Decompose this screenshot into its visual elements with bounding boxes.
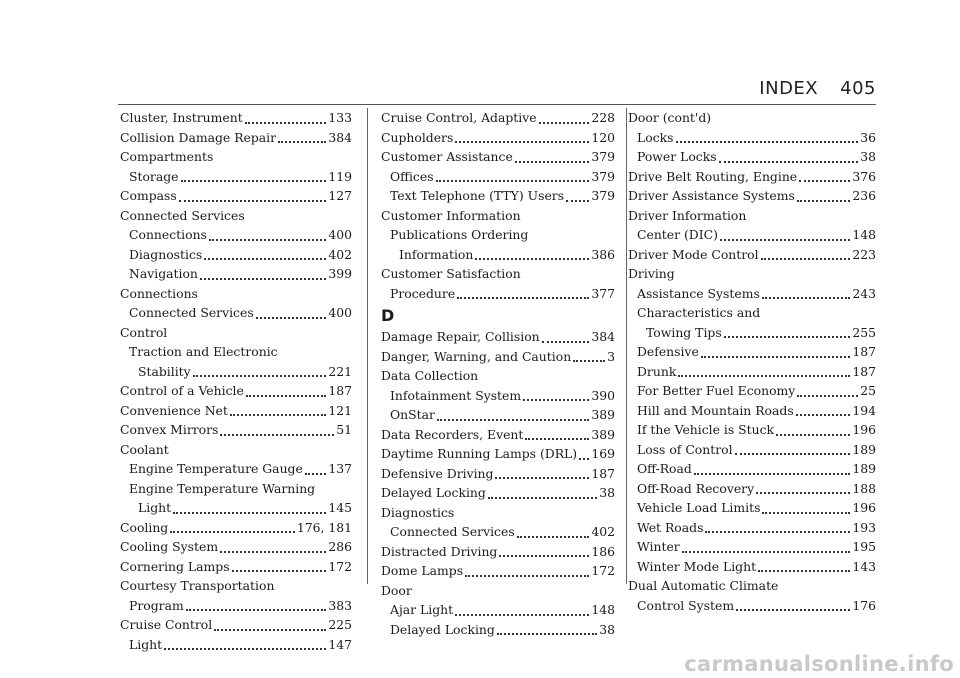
index-entry-term: Wet Roads bbox=[637, 519, 704, 535]
dot-leader bbox=[170, 531, 295, 533]
index-entry bbox=[120, 635, 352, 655]
dot-leader bbox=[796, 414, 851, 416]
index-entry-page: 137 bbox=[328, 461, 352, 476]
index-entry bbox=[628, 323, 876, 343]
dot-leader bbox=[230, 414, 326, 416]
dot-leader bbox=[220, 551, 326, 553]
dot-leader bbox=[676, 141, 859, 143]
dot-leader bbox=[437, 419, 589, 421]
index-entry-term: Engine Temperature Gauge bbox=[129, 461, 303, 476]
index-entry-page: 148 bbox=[591, 602, 615, 617]
index-entry-page: 3 bbox=[607, 348, 615, 364]
index-entry-term: Loss of Control bbox=[637, 441, 733, 457]
index-entry-term: Cooling System bbox=[120, 539, 219, 554]
index-entry bbox=[120, 147, 352, 167]
index-entry-term: Navigation bbox=[129, 266, 198, 281]
index-entry bbox=[628, 596, 876, 616]
index-entry bbox=[120, 303, 352, 323]
dot-leader bbox=[200, 278, 326, 280]
index-entry-term: Drive Belt Routing, Engine bbox=[628, 168, 798, 184]
column-divider-1 bbox=[367, 108, 368, 584]
index-entry bbox=[381, 167, 615, 187]
dot-leader bbox=[701, 356, 851, 358]
index-entry bbox=[120, 206, 352, 226]
header-section-title: INDEX bbox=[759, 78, 819, 99]
index-entry-term: Courtesy Transportation bbox=[120, 578, 275, 593]
index-entry-term: Cornering Lamps bbox=[120, 558, 230, 574]
dot-leader bbox=[517, 536, 590, 538]
index-entry-page: 38 bbox=[599, 485, 615, 500]
index-entry bbox=[628, 342, 876, 362]
page-header bbox=[759, 78, 876, 99]
index-entry-page: 189 bbox=[852, 441, 876, 457]
dot-leader bbox=[204, 258, 326, 260]
index-entry bbox=[120, 537, 352, 557]
index-entry-term: Characteristics and bbox=[637, 305, 761, 320]
index-entry-term: Control System bbox=[637, 597, 735, 613]
index-entry-page: 195 bbox=[852, 539, 876, 554]
index-entry bbox=[120, 225, 352, 245]
dot-leader bbox=[457, 297, 589, 299]
index-entry bbox=[381, 581, 615, 601]
index-entry-term: Publications Ordering bbox=[390, 227, 529, 242]
index-entry-page: 384 bbox=[591, 329, 615, 344]
index-entry bbox=[120, 381, 352, 401]
index-entry-term: Control bbox=[120, 324, 168, 340]
dot-leader bbox=[455, 141, 589, 143]
index-entry-term: Diagnostics bbox=[129, 246, 203, 262]
watermark-text: carmanualsonline.info bbox=[684, 652, 954, 676]
index-entry-term: Customer Assistance bbox=[381, 149, 513, 164]
dot-leader bbox=[525, 438, 589, 440]
index-entry-page: 189 bbox=[852, 461, 876, 476]
index-entry bbox=[381, 108, 615, 128]
index-entry bbox=[628, 557, 876, 577]
index-entry bbox=[120, 596, 352, 616]
index-entry-page: 145 bbox=[328, 500, 352, 515]
index-entry bbox=[120, 167, 352, 187]
header-page-number: 405 bbox=[840, 78, 876, 99]
index-entry-term: Coolant bbox=[120, 441, 169, 457]
index-entry bbox=[628, 284, 876, 304]
index-entry-page: 25 bbox=[860, 383, 876, 398]
dot-leader bbox=[724, 336, 851, 338]
index-entry bbox=[628, 459, 876, 479]
index-entry-page: 379 bbox=[591, 188, 615, 203]
index-entry-term: Diagnostics bbox=[381, 504, 455, 520]
index-entry-term: Daytime Running Lamps (DRL) bbox=[381, 446, 578, 461]
index-entry bbox=[628, 167, 876, 187]
index-entry bbox=[381, 264, 615, 284]
index-entry-page: 376 bbox=[852, 168, 876, 184]
index-entry-page: 402 bbox=[591, 524, 615, 539]
index-entry-term: Distracted Driving bbox=[381, 543, 498, 559]
index-entry-term: Compass bbox=[120, 188, 177, 203]
index-entry bbox=[381, 425, 615, 445]
index-entry-term: Winter bbox=[637, 539, 680, 554]
index-entry-term: Engine Temperature Warning bbox=[129, 480, 316, 496]
index-entry-page: 172 bbox=[328, 558, 352, 574]
index-entry bbox=[381, 464, 615, 484]
dot-leader bbox=[720, 239, 850, 241]
dot-leader bbox=[193, 375, 327, 377]
index-entry bbox=[120, 401, 352, 421]
dot-leader bbox=[179, 200, 327, 202]
dot-leader bbox=[762, 512, 850, 514]
index-entry bbox=[628, 479, 876, 499]
index-entry-term: Cruise Control bbox=[120, 617, 213, 632]
index-entry-term: Damage Repair, Collision bbox=[381, 329, 540, 344]
index-entry-page: 389 bbox=[591, 426, 615, 442]
index-entry-page: 243 bbox=[852, 285, 876, 301]
index-entry bbox=[120, 420, 352, 440]
index-entry-term: Control of a Vehicle bbox=[120, 383, 244, 398]
index-entry bbox=[120, 108, 352, 128]
index-column-3 bbox=[628, 108, 876, 615]
index-entry-page: 38 bbox=[860, 149, 876, 164]
index-entry bbox=[120, 342, 352, 362]
dot-leader bbox=[523, 399, 589, 401]
index-entry-term: Data Collection bbox=[381, 368, 479, 383]
dot-leader bbox=[719, 161, 859, 163]
index-entry bbox=[381, 245, 615, 265]
index-entry-term: Customer Information bbox=[381, 207, 521, 223]
index-entry-term: Driver Mode Control bbox=[628, 246, 759, 262]
index-entry-term: Traction and Electronic bbox=[129, 344, 278, 359]
index-entry bbox=[120, 557, 352, 577]
index-entry-page: 377 bbox=[591, 285, 615, 301]
index-entry bbox=[381, 225, 615, 245]
dot-leader bbox=[256, 317, 327, 319]
index-entry bbox=[381, 386, 615, 406]
index-entry bbox=[628, 128, 876, 148]
index-entry-page: 193 bbox=[852, 519, 876, 535]
index-entry bbox=[628, 498, 876, 518]
index-entry bbox=[628, 576, 876, 596]
index-entry-term: Door (cont'd) bbox=[628, 110, 712, 125]
index-entry-page: 196 bbox=[852, 422, 876, 437]
index-entry bbox=[120, 323, 352, 343]
index-entry bbox=[628, 108, 876, 128]
index-entry-term: Dome Lamps bbox=[381, 563, 464, 578]
dot-leader bbox=[682, 551, 851, 553]
index-entry-term: Offices bbox=[390, 168, 434, 184]
index-entry bbox=[120, 615, 352, 635]
dot-leader bbox=[436, 180, 590, 182]
dot-leader bbox=[173, 512, 326, 514]
index-entry-page: 148 bbox=[852, 227, 876, 242]
index-entry-term: Drunk bbox=[637, 363, 677, 379]
dot-leader bbox=[515, 161, 590, 163]
dot-leader bbox=[735, 453, 851, 455]
index-entry bbox=[381, 128, 615, 148]
index-entry-page: 379 bbox=[591, 168, 615, 184]
dot-leader bbox=[181, 180, 327, 182]
index-entry-page: 383 bbox=[328, 597, 352, 613]
index-entry-term: Compartments bbox=[120, 149, 214, 164]
dot-leader bbox=[758, 570, 850, 572]
index-entry-page: 400 bbox=[328, 227, 352, 242]
index-entry bbox=[381, 347, 615, 367]
dot-leader bbox=[164, 648, 326, 650]
index-entry bbox=[628, 537, 876, 557]
index-entry bbox=[628, 362, 876, 382]
index-entry-term: Connected Services bbox=[129, 305, 254, 320]
index-entry-term: Driver Assistance Systems bbox=[628, 188, 795, 203]
index-entry bbox=[120, 245, 352, 265]
index-entry bbox=[120, 459, 352, 479]
index-entry-term: Vehicle Load Limits bbox=[637, 500, 761, 515]
index-entry bbox=[628, 225, 876, 245]
index-entry-page: 389 bbox=[591, 407, 615, 422]
dot-leader bbox=[799, 180, 850, 182]
index-entry-page: 402 bbox=[328, 246, 352, 262]
index-entry-term: Information bbox=[399, 246, 474, 262]
index-entry-term: Driving bbox=[628, 266, 675, 281]
index-entry-term: Text Telephone (TTY) Users bbox=[390, 188, 565, 203]
index-entry bbox=[381, 444, 615, 464]
index-entry-page: 121 bbox=[328, 402, 352, 418]
index-entry bbox=[381, 405, 615, 425]
index-entry bbox=[381, 503, 615, 523]
index-entry-page: 223 bbox=[852, 246, 876, 262]
dot-leader bbox=[736, 609, 850, 611]
dot-leader bbox=[499, 555, 589, 557]
index-entry bbox=[381, 620, 615, 640]
index-entry-term: Ajar Light bbox=[390, 602, 454, 617]
index-entry-page: 119 bbox=[328, 168, 352, 184]
index-entry bbox=[120, 498, 352, 518]
index-entry-page: 169 bbox=[591, 446, 615, 461]
index-entry-page: 187 bbox=[852, 344, 876, 359]
dot-leader bbox=[776, 434, 850, 436]
dot-leader bbox=[305, 473, 327, 475]
index-entry-term: Door bbox=[381, 582, 412, 598]
dot-leader bbox=[797, 200, 851, 202]
dot-leader bbox=[566, 200, 589, 202]
index-entry-term: Connections bbox=[129, 227, 207, 242]
index-entry bbox=[381, 522, 615, 542]
index-entry bbox=[381, 186, 615, 206]
index-entry-term: Delayed Locking bbox=[390, 621, 495, 637]
index-entry bbox=[628, 420, 876, 440]
dot-leader bbox=[245, 122, 327, 124]
column-divider-2 bbox=[626, 108, 627, 584]
index-entry-page: 194 bbox=[852, 402, 876, 418]
section-letter: D bbox=[381, 306, 395, 325]
index-entry bbox=[120, 284, 352, 304]
index-entry bbox=[628, 381, 876, 401]
index-entry-term: Cruise Control, Adaptive bbox=[381, 110, 537, 125]
dot-leader bbox=[694, 473, 851, 475]
index-entry-page: 133 bbox=[328, 110, 352, 125]
index-entry bbox=[120, 362, 352, 382]
dot-leader bbox=[539, 122, 590, 124]
index-entry bbox=[120, 186, 352, 206]
index-column-1 bbox=[120, 108, 352, 654]
index-entry bbox=[381, 600, 615, 620]
index-entry-page: 286 bbox=[328, 539, 352, 554]
index-entry-term: Defensive Driving bbox=[381, 465, 494, 481]
index-entry bbox=[381, 327, 615, 347]
index-entry bbox=[120, 128, 352, 148]
index-entry bbox=[628, 186, 876, 206]
index-column-2 bbox=[381, 108, 615, 639]
index-entry-page: 228 bbox=[591, 110, 615, 125]
index-entry bbox=[120, 479, 352, 499]
index-entry-term: Hill and Mountain Roads bbox=[637, 402, 794, 418]
dot-leader bbox=[756, 492, 850, 494]
index-entry-term: Connections bbox=[120, 285, 198, 301]
index-entry bbox=[120, 576, 352, 596]
index-entry-term: For Better Fuel Economy bbox=[637, 383, 796, 398]
dot-leader bbox=[209, 239, 326, 241]
index-entry-page: 127 bbox=[328, 188, 352, 203]
dot-leader bbox=[475, 258, 589, 260]
index-entry-term: Program bbox=[129, 597, 184, 613]
index-entry bbox=[120, 440, 352, 460]
index-entry-page: 36 bbox=[860, 129, 876, 145]
index-entry bbox=[628, 147, 876, 167]
index-entry bbox=[628, 303, 876, 323]
dot-leader bbox=[232, 570, 327, 572]
index-entry-page: 147 bbox=[328, 636, 352, 652]
index-entry-term: Defensive bbox=[637, 344, 699, 359]
index-entry bbox=[381, 206, 615, 226]
index-entry-page: 196 bbox=[852, 500, 876, 515]
dot-leader bbox=[542, 341, 590, 343]
index-entry-page: 225 bbox=[328, 617, 352, 632]
index-entry-term: Danger, Warning, and Caution bbox=[381, 348, 572, 364]
index-entry-term: If the Vehicle is Stuck bbox=[637, 422, 775, 437]
index-entry-term: OnStar bbox=[390, 407, 435, 422]
index-entry-term: Convex Mirrors bbox=[120, 422, 219, 437]
index-entry-term: Stability bbox=[138, 363, 191, 379]
index-entry-page: 384 bbox=[328, 129, 352, 145]
index-entry-page: 187 bbox=[591, 465, 615, 481]
index-entry bbox=[628, 518, 876, 538]
index-entry-term: Procedure bbox=[390, 285, 456, 301]
index-entry-page: 38 bbox=[599, 621, 615, 637]
index-entry-term: Light bbox=[129, 636, 163, 652]
index-entry bbox=[381, 147, 615, 167]
index-entry-term: Winter Mode Light bbox=[637, 558, 757, 574]
index-entry-term: Data Recorders, Event bbox=[381, 426, 524, 442]
index-entry-page: 386 bbox=[591, 246, 615, 262]
index-entry-page: 236 bbox=[852, 188, 876, 203]
dot-leader bbox=[214, 629, 326, 631]
dot-leader bbox=[678, 375, 850, 377]
dot-leader bbox=[465, 575, 589, 577]
index-entry-term: Delayed Locking bbox=[381, 485, 486, 500]
index-entry-page: 188 bbox=[852, 480, 876, 496]
index-entry bbox=[381, 366, 615, 386]
dot-leader bbox=[762, 297, 851, 299]
header-divider bbox=[118, 104, 876, 105]
index-entry-term: Towing Tips bbox=[646, 324, 722, 340]
index-entry-term: Assistance Systems bbox=[637, 285, 760, 301]
index-entry bbox=[120, 518, 352, 538]
index-entry bbox=[381, 542, 615, 562]
index-entry-page: 399 bbox=[328, 266, 352, 281]
index-entry-term: Off-Road Recovery bbox=[637, 480, 755, 496]
index-entry-page: 187 bbox=[852, 363, 876, 379]
dot-leader bbox=[246, 395, 327, 397]
dot-leader bbox=[278, 141, 326, 143]
index-entry-term: Storage bbox=[129, 168, 179, 184]
index-entry-page: 221 bbox=[328, 363, 352, 379]
dot-leader bbox=[497, 633, 597, 635]
index-entry-term: Collision Damage Repair bbox=[120, 129, 277, 145]
index-entry-page: 176 bbox=[852, 597, 876, 613]
dot-leader bbox=[579, 458, 589, 460]
index-entry-page: 51 bbox=[336, 422, 352, 437]
dot-leader bbox=[705, 531, 850, 533]
index-entry bbox=[381, 284, 615, 304]
index-entry bbox=[120, 264, 352, 284]
index-entry-term: Dual Automatic Climate bbox=[628, 578, 779, 593]
dot-leader bbox=[186, 609, 327, 611]
index-entry-page: 186 bbox=[591, 543, 615, 559]
index-entry-term: Convenience Net bbox=[120, 402, 228, 418]
index-entry-term: Cooling bbox=[120, 519, 169, 535]
index-entry-term: Cupholders bbox=[381, 129, 454, 145]
index-entry bbox=[628, 206, 876, 226]
index-entry-page: 390 bbox=[591, 387, 615, 403]
index-entry-page: 187 bbox=[328, 383, 352, 398]
index-entry-term: Center (DIC) bbox=[637, 227, 718, 242]
dot-leader bbox=[488, 497, 597, 499]
dot-leader bbox=[495, 477, 589, 479]
index-entry bbox=[628, 401, 876, 421]
index-entry-term: Power Locks bbox=[637, 149, 717, 164]
index-entry-term: Connected Services bbox=[120, 207, 245, 223]
dot-leader bbox=[573, 360, 605, 362]
index-entry-page: 143 bbox=[852, 558, 876, 574]
dot-leader bbox=[455, 614, 589, 616]
index-entry bbox=[381, 561, 615, 581]
index-entry-page: 255 bbox=[852, 324, 876, 340]
index-entry-term: Driver Information bbox=[628, 207, 747, 223]
index-entry bbox=[381, 483, 615, 503]
index-entry bbox=[628, 245, 876, 265]
index-entry-term: Cluster, Instrument bbox=[120, 110, 243, 125]
dot-leader bbox=[220, 434, 334, 436]
index-entry-term: Infotainment System bbox=[390, 387, 522, 403]
index-entry-page: 400 bbox=[328, 305, 352, 320]
dot-leader bbox=[797, 395, 858, 397]
index-entry-page: 172 bbox=[591, 563, 615, 578]
index-entry-page: 120 bbox=[591, 129, 615, 145]
index-entry-term: Light bbox=[138, 500, 172, 515]
index-entry-term: Off-Road bbox=[637, 461, 692, 476]
index-entry-page: 379 bbox=[591, 149, 615, 164]
index-entry-term: Customer Satisfaction bbox=[381, 266, 521, 281]
index-entry-page: 176, 181 bbox=[296, 519, 352, 535]
index-entry bbox=[628, 264, 876, 284]
index-entry bbox=[628, 440, 876, 460]
index-entry-term: Connected Services bbox=[390, 524, 515, 539]
index-entry-term: Locks bbox=[637, 129, 674, 145]
dot-leader bbox=[761, 258, 851, 260]
